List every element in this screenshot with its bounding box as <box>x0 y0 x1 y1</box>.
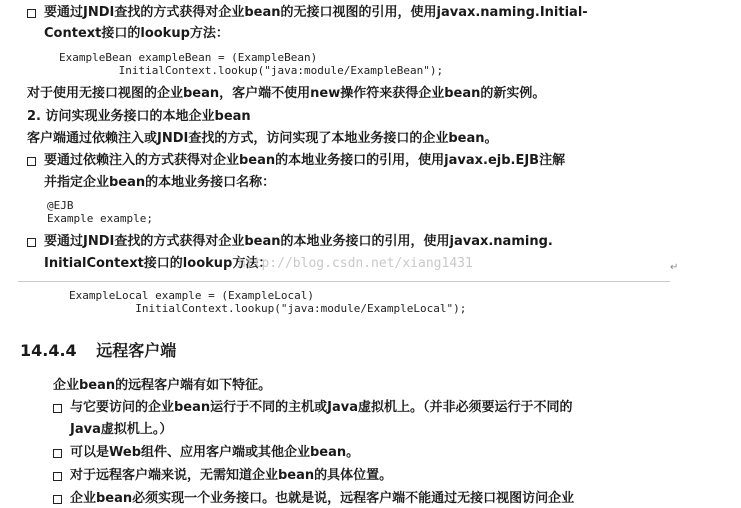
bullet-text: 与它要访问的企业bean运行于不同的主机或Java虚拟机上。（并非必须要运行于不同的 <box>70 400 573 415</box>
bullet-text: 要通过JNDI查找的方式获得对企业bean的本地业务接口的引用，使用javax.naming. <box>44 234 553 249</box>
checkbox-bullet-icon <box>53 495 62 504</box>
checkbox-bullet-icon <box>27 9 36 18</box>
bullet-text: 对于远程客户端来说，无需知道企业bean的具体位置。 <box>70 468 393 483</box>
paragraph: 客户端通过依赖注入或JNDI查找的方式，访问实现了本地业务接口的企业bean。 <box>27 131 498 146</box>
checkbox-bullet-icon <box>27 238 36 247</box>
section-heading <box>20 341 176 361</box>
code-block: ExampleBean exampleBean = (ExampleBean) InitialContext.lookup("java:module/ExampleBean"); <box>59 51 444 77</box>
checkbox-bullet-icon <box>53 404 62 413</box>
checkbox-bullet-icon <box>53 472 62 481</box>
paragraph: 企业bean的远程客户端有如下特征。 <box>53 378 272 393</box>
section-title: 远程客户端 <box>96 341 177 360</box>
checkbox-bullet-icon <box>53 449 62 458</box>
code-block: @EJB Example example; <box>47 199 153 225</box>
subheading: 2. 访问实现业务接口的本地企业bean <box>27 109 251 124</box>
bullet-text: 企业bean必须实现一个业务接口。也就是说，远程客户端不能通过无接口视图访问企业 <box>70 491 575 506</box>
bullet-text: 可以是Web组件、应用客户端或其他企业bean。 <box>70 445 360 460</box>
paragraph: 对于使用无接口视图的企业bean，客户端不使用new操作符来获得企业bean的新实例。 <box>27 86 546 101</box>
watermark-url: http://blog.csdn.net/xiang1431 <box>238 256 473 271</box>
bullet-text: 要通过JNDI查找的方式获得对企业bean的无接口视图的引用，使用javax.naming.Initial- <box>44 5 588 20</box>
checkbox-bullet-icon <box>27 157 36 166</box>
code-block: ExampleLocal example = (ExampleLocal) InitialContext.lookup("java:module/ExampleLocal"); <box>69 289 467 315</box>
divider <box>18 281 670 282</box>
bullet-text: InitialContext接口的lookup方法： <box>44 256 272 271</box>
return-mark-icon: ↵ <box>670 262 679 273</box>
bullet-text: 要通过依赖注入的方式获得对企业bean的本地业务接口的引用，使用javax.ejb.EJB注解 <box>44 153 566 168</box>
bullet-text: Java虚拟机上。） <box>70 422 173 437</box>
bullet-text: 并指定企业bean的本地业务接口名称： <box>44 175 276 190</box>
bullet-text: Context接口的lookup方法： <box>44 26 229 41</box>
section-number: 14.4.4 <box>20 341 77 360</box>
